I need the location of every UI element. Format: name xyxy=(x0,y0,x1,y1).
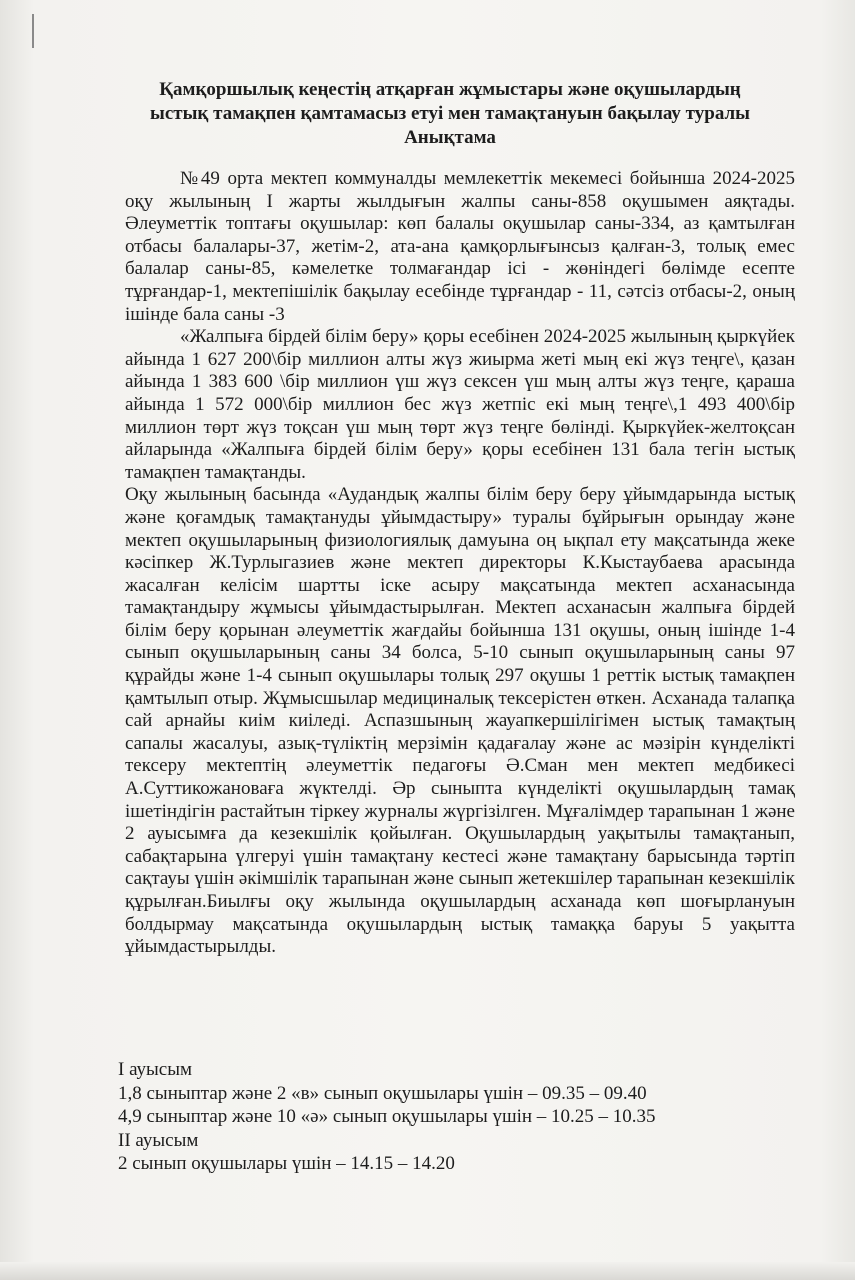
schedule-heading-shift-1: I ауысым xyxy=(118,1059,193,1080)
document-body xyxy=(125,168,795,959)
title-line: Қамқоршылық кеңестің атқарған жұмыстары және оқушылардың xyxy=(159,79,741,100)
title-line: ыстық тамақпен қамтамасыз етуі мен тамақтануын бақылау туралы xyxy=(150,103,750,124)
schedule-line: 1,8 сыныптар және 2 «в» сынып оқушылары үшін – 09.35 – 09.40 xyxy=(118,1082,647,1104)
paragraph-enrollment: №49 орта мектеп коммуналды мемлекеттік мекемесі бойынша 2024-2025 оқу жылының I жарты жылдығын жалпы саны-858 оқушымен аяқтады. Әлеуметтік топтағы оқушылар: көп балалы оқушылар саны-334, аз қамтылған отбасы балалары-37, жетім-2, ата-ана қамқорлығынсыз қалған-3, толық емес балалар саны-85, кәмелетке толмағандар ісі - жөніндегі бөлімде есепте тұрғандар-1, мектепішілік бақылау есебінде тұрғандар - 11, сәтсіз отбасы-2, оның ішінде бала саны -3 xyxy=(125,168,795,325)
meal-schedule xyxy=(118,1058,818,1176)
paragraph-catering: Оқу жылының басында «Аудандық жалпы білім беру беру ұйымдарында ыстық және қоғамдық тамақтануды ұйымдастыру» туралы бұйрығын орындау және мектеп оқушыларының физиологиялық дамуына оң ықпал ету мақсатында жеке кәсіпкер Ж.Турлыгазиев және мектеп директоры К.Кыстаубаева арасында жасалған келісім шартты іске асыру мақсатында мектеп асханасында тамақтандыру жұмысы ұйымдастырылған. Мектеп асханасын жалпыға бірдей білім беру қорынан әлеуметтік жағдайы бойынша 131 оқушы, оның ішінде 1-4 сынып оқушыларының саны 34 болса, 5-10 сынып оқушыларының саны 97 құрайды және 1-4 сынып оқушылары толық 297 оқушы 1 реттік ыстық тамақпен қамтылып отыр. Жұмысшылар медициналық тексерістен өткен. Асханада талапқа сай арнайы киім киіледі. Аспазшының жауапкершілігімен ыстық тамақтың сапалы жасалуы, азық-түліктің мерзімін қадағалау және ас мәзірін күнделікті тексеру мектептің әлеуметтік педагоғы Ә.Сман мен мектеп медбикесі А.Суттикожановаға жүктелді. Әр сыныпта күнделікті оқушылардың тамақ ішетіндігін растайтын тіркеу журналы жүргізілген. Мұғалімдер тарапынан 1 және 2 ауысымға да кезекшілік қойылған. Оқушылардың уақытылы тамақтанып, сабақтарына үлгеруі үшін тамақтану кестесі және тамақтану барысында тәртіп сақтауы үшін әкімшілік тарапынан және сынып жетекшілер тарапынан кезекшілік құрылған.Биылғы оқу жылында оқушылардың асханада көп шоғырлануын болдырмау мақсатында оқушылардың ыстық тамаққа баруы 5 уақытта ұйымдастырылды. xyxy=(125,484,795,958)
schedule-line: 4,9 сыныптар және 10 «ә» сынып оқушылары үшін – 10.25 – 10.35 xyxy=(118,1106,656,1127)
paragraph-funding: «Жалпыға бірдей білім беру» қоры есебінен 2024-2025 жылының қыркүйек айында 1 627 200\бір миллион алты жүз жиырма жеті мың екі жүз теңге\, қазан айында 1 383 600 \бір миллион үш жүз сексен үш мың алты жүз теңге, қараша айында 1 572 000\бір миллион бес жүз жетпіс екі мың теңге\,1 493 400\бір миллион төрт жүз тоқсан үш мың төрт жүз теңге бөлінді. Қыркүйек-желтоқсан айларында «Жалпыға бірдей білім беру» қоры есебінен 131 бала тегін ыстық тамақпен тамақтанды. xyxy=(125,326,795,483)
margin-mark xyxy=(32,14,34,48)
title-line: Анықтама xyxy=(404,127,496,148)
schedule-heading-shift-2: II ауысым xyxy=(118,1129,199,1151)
page-bottom-edge xyxy=(0,1262,855,1280)
schedule-line: 2 сынып оқушылары үшін – 14.15 – 14.20 xyxy=(118,1153,455,1174)
document-title xyxy=(110,78,790,150)
